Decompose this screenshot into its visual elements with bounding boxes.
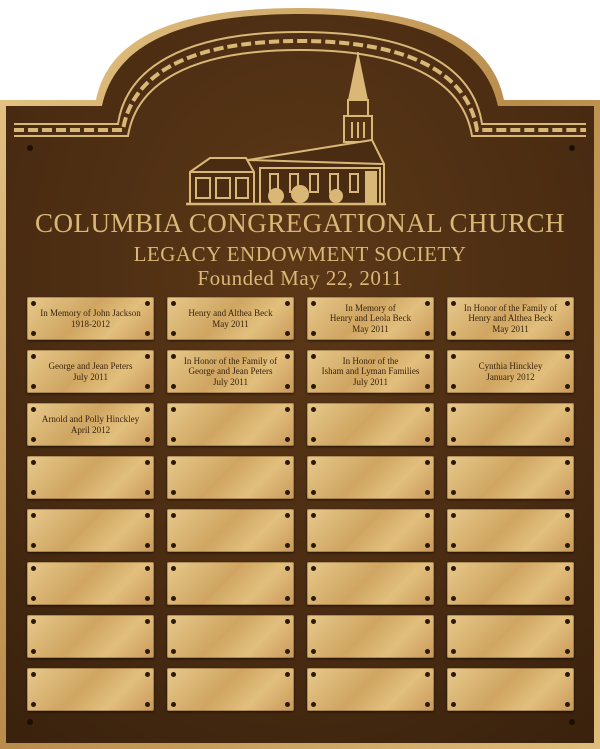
- blank-nameplate: [167, 562, 294, 605]
- nameplate-line: In Honor of the: [342, 355, 399, 366]
- nameplate-line: Henry and Althea Beck: [188, 308, 273, 318]
- screw-icon: [285, 437, 290, 442]
- nameplate-text: [317, 297, 424, 340]
- screw-icon: [311, 566, 316, 571]
- blank-nameplate: [27, 615, 154, 658]
- nameplate: [167, 297, 294, 340]
- screw-icon: [171, 407, 176, 412]
- screw-icon: [285, 543, 290, 548]
- blank-nameplate: [167, 456, 294, 499]
- screw-icon: [451, 301, 456, 306]
- screw-icon: [451, 702, 456, 707]
- screw-icon: [145, 649, 150, 654]
- screw-icon: [451, 331, 456, 336]
- screw-icon: [425, 513, 430, 518]
- screw-icon: [31, 331, 36, 336]
- screw-icon: [311, 331, 316, 336]
- blank-nameplate: [167, 509, 294, 552]
- nameplate-text: [37, 403, 144, 446]
- nameplate-text: [457, 615, 564, 658]
- screw-icon: [451, 619, 456, 624]
- nameplate-line: Henry and Leola Beck: [329, 313, 412, 324]
- blank-nameplate: [27, 668, 154, 711]
- blank-nameplate: [447, 509, 574, 552]
- nameplate-text: [37, 562, 144, 605]
- screw-icon: [31, 407, 36, 412]
- screw-icon: [451, 596, 456, 601]
- nameplate-text: [37, 297, 144, 340]
- screw-icon: [31, 672, 36, 677]
- nameplate-line: Isham and Lyman Families: [321, 366, 420, 377]
- screw-icon: [425, 619, 430, 624]
- nameplate: [307, 297, 434, 340]
- nameplate-line: July 2011: [213, 376, 248, 387]
- screw-icon: [145, 566, 150, 571]
- screw-icon: [425, 702, 430, 707]
- nameplate-text: [37, 668, 144, 711]
- nameplate-text: [177, 668, 284, 711]
- nameplate-line: In Honor of the Family of: [183, 355, 278, 366]
- screw-icon: [425, 407, 430, 412]
- screw-icon: [285, 384, 290, 389]
- nameplate: [307, 350, 434, 393]
- blank-nameplate: [167, 403, 294, 446]
- screw-icon: [311, 672, 316, 677]
- screw-icon: [425, 460, 430, 465]
- blank-nameplate: [307, 403, 434, 446]
- screw-icon: [171, 543, 176, 548]
- screw-icon: [171, 566, 176, 571]
- screw-icon: [565, 672, 570, 677]
- screw-icon: [145, 384, 150, 389]
- nameplate-text: [317, 350, 424, 393]
- screw-icon: [311, 384, 316, 389]
- screw-icon: [565, 490, 570, 495]
- screw-icon: [451, 513, 456, 518]
- screw-icon: [311, 702, 316, 707]
- screw-icon: [425, 596, 430, 601]
- screw-icon: [171, 596, 176, 601]
- church-name-title: COLUMBIA CONGREGATIONAL CHURCH: [34, 208, 566, 238]
- screw-icon: [285, 513, 290, 518]
- nameplate-text: [457, 509, 564, 552]
- nameplate-text: [317, 456, 424, 499]
- screw-icon: [145, 672, 150, 677]
- nameplate-text: [177, 562, 284, 605]
- blank-nameplate: [307, 668, 434, 711]
- nameplate-line: Arnold and Polly Hinckley: [41, 414, 140, 424]
- screw-icon: [451, 384, 456, 389]
- screw-icon: [285, 354, 290, 359]
- nameplate-line: May 2011: [212, 318, 249, 329]
- screw-icon: [311, 407, 316, 412]
- screw-icon: [565, 566, 570, 571]
- nameplate-text: [317, 668, 424, 711]
- nameplate-grid: [27, 297, 575, 725]
- screw-icon: [451, 566, 456, 571]
- screw-icon: [285, 301, 290, 306]
- screw-icon: [565, 702, 570, 707]
- blank-nameplate: [307, 456, 434, 499]
- nameplate-text: [177, 350, 284, 393]
- screw-icon: [311, 649, 316, 654]
- nameplate-text: [37, 509, 144, 552]
- nameplate-text: [457, 350, 564, 393]
- screw-icon: [171, 490, 176, 495]
- nameplate-line: May 2011: [352, 323, 389, 334]
- screw-icon: [145, 702, 150, 707]
- nameplate-line: April 2012: [70, 424, 111, 435]
- screw-icon: [171, 649, 176, 654]
- blank-nameplate: [307, 615, 434, 658]
- screw-icon: [565, 354, 570, 359]
- screw-icon: [451, 672, 456, 677]
- screw-icon: [31, 354, 36, 359]
- screw-icon: [285, 331, 290, 336]
- screw-icon: [31, 596, 36, 601]
- screw-icon: [145, 490, 150, 495]
- nameplate-text: [37, 456, 144, 499]
- screw-icon: [311, 437, 316, 442]
- screw-icon: [171, 437, 176, 442]
- screw-icon: [285, 566, 290, 571]
- screw-icon: [285, 672, 290, 677]
- nameplate-text: [457, 297, 564, 340]
- screw-icon: [31, 543, 36, 548]
- screw-icon: [285, 596, 290, 601]
- nameplate-line: In Memory of John Jackson: [40, 308, 141, 318]
- nameplate-line: July 2011: [353, 376, 388, 387]
- nameplate-text: [317, 562, 424, 605]
- screw-icon: [451, 490, 456, 495]
- blank-nameplate: [447, 403, 574, 446]
- screw-icon: [285, 649, 290, 654]
- nameplate-text: [177, 509, 284, 552]
- nameplate: [27, 350, 154, 393]
- nameplate-line: In Memory of: [345, 302, 396, 313]
- screw-icon: [425, 566, 430, 571]
- screw-icon: [31, 513, 36, 518]
- blank-nameplate: [167, 668, 294, 711]
- screw-icon: [565, 331, 570, 336]
- screw-icon: [171, 702, 176, 707]
- blank-nameplate: [307, 509, 434, 552]
- nameplate-text: [457, 403, 564, 446]
- screw-icon: [311, 354, 316, 359]
- nameplate-text: [457, 668, 564, 711]
- screw-icon: [425, 331, 430, 336]
- screw-icon: [425, 384, 430, 389]
- nameplate-text: [177, 403, 284, 446]
- screw-icon: [565, 619, 570, 624]
- screw-icon: [31, 437, 36, 442]
- nameplate: [167, 350, 294, 393]
- screw-icon: [565, 437, 570, 442]
- screw-icon: [311, 490, 316, 495]
- screw-icon: [31, 566, 36, 571]
- screw-icon: [171, 331, 176, 336]
- nameplate-text: [177, 456, 284, 499]
- screw-icon: [145, 596, 150, 601]
- screw-icon: [451, 354, 456, 359]
- screw-icon: [171, 619, 176, 624]
- screw-icon: [31, 384, 36, 389]
- rivet: [27, 145, 33, 151]
- nameplate-line: January 2012: [486, 371, 535, 382]
- screw-icon: [451, 649, 456, 654]
- screw-icon: [171, 384, 176, 389]
- blank-nameplate: [27, 509, 154, 552]
- blank-nameplate: [447, 615, 574, 658]
- screw-icon: [31, 460, 36, 465]
- screw-icon: [565, 513, 570, 518]
- blank-nameplate: [447, 456, 574, 499]
- screw-icon: [145, 301, 150, 306]
- founded-date: Founded May 22, 2011: [197, 266, 403, 290]
- screw-icon: [31, 490, 36, 495]
- screw-icon: [451, 543, 456, 548]
- screw-icon: [145, 331, 150, 336]
- nameplate-line: 1918-2012: [71, 318, 110, 329]
- screw-icon: [425, 354, 430, 359]
- nameplate-text: [317, 403, 424, 446]
- blank-nameplate: [27, 562, 154, 605]
- nameplate-text: [177, 297, 284, 340]
- nameplate-text: [457, 562, 564, 605]
- nameplate-text: [177, 615, 284, 658]
- screw-icon: [311, 619, 316, 624]
- screw-icon: [145, 543, 150, 548]
- blank-nameplate: [27, 456, 154, 499]
- screw-icon: [311, 460, 316, 465]
- screw-icon: [311, 513, 316, 518]
- nameplate-text: [317, 509, 424, 552]
- screw-icon: [285, 490, 290, 495]
- nameplate: [27, 297, 154, 340]
- nameplate-line: Cynthia Hinckley: [478, 361, 543, 371]
- screw-icon: [285, 407, 290, 412]
- nameplate-text: [37, 350, 144, 393]
- screw-icon: [285, 702, 290, 707]
- screw-icon: [565, 543, 570, 548]
- blank-nameplate: [167, 615, 294, 658]
- nameplate: [447, 297, 574, 340]
- screw-icon: [311, 301, 316, 306]
- screw-icon: [451, 407, 456, 412]
- screw-icon: [171, 354, 176, 359]
- blank-nameplate: [447, 562, 574, 605]
- nameplate-line: George and Jean Peters: [188, 366, 273, 377]
- screw-icon: [425, 672, 430, 677]
- blank-nameplate: [447, 668, 574, 711]
- screw-icon: [31, 301, 36, 306]
- screw-icon: [31, 702, 36, 707]
- screw-icon: [451, 460, 456, 465]
- screw-icon: [145, 407, 150, 412]
- screw-icon: [565, 384, 570, 389]
- screw-icon: [425, 301, 430, 306]
- screw-icon: [145, 513, 150, 518]
- screw-icon: [565, 596, 570, 601]
- nameplate-text: [457, 456, 564, 499]
- screw-icon: [425, 543, 430, 548]
- screw-icon: [565, 301, 570, 306]
- nameplate: [27, 403, 154, 446]
- society-subtitle: LEGACY ENDOWMENT SOCIETY: [133, 242, 467, 266]
- screw-icon: [425, 649, 430, 654]
- screw-icon: [311, 543, 316, 548]
- screw-icon: [285, 619, 290, 624]
- nameplate-line: May 2011: [492, 323, 529, 334]
- screw-icon: [425, 437, 430, 442]
- screw-icon: [171, 513, 176, 518]
- blank-nameplate: [307, 562, 434, 605]
- nameplate-line: In Honor of the Family of: [463, 302, 558, 313]
- nameplate-line: Henry and Althea Beck: [468, 313, 553, 324]
- screw-icon: [451, 437, 456, 442]
- screw-icon: [425, 490, 430, 495]
- nameplate: [447, 350, 574, 393]
- screw-icon: [171, 460, 176, 465]
- screw-icon: [565, 649, 570, 654]
- screw-icon: [31, 649, 36, 654]
- screw-icon: [31, 619, 36, 624]
- screw-icon: [145, 460, 150, 465]
- nameplate-text: [37, 615, 144, 658]
- screw-icon: [171, 301, 176, 306]
- screw-icon: [565, 460, 570, 465]
- screw-icon: [145, 354, 150, 359]
- rivet: [569, 145, 575, 151]
- screw-icon: [285, 460, 290, 465]
- screw-icon: [311, 596, 316, 601]
- screw-icon: [171, 672, 176, 677]
- nameplate-line: George and Jean Peters: [48, 361, 133, 371]
- screw-icon: [565, 407, 570, 412]
- nameplate-line: July 2011: [73, 371, 108, 382]
- nameplate-text: [317, 615, 424, 658]
- screw-icon: [145, 437, 150, 442]
- screw-icon: [145, 619, 150, 624]
